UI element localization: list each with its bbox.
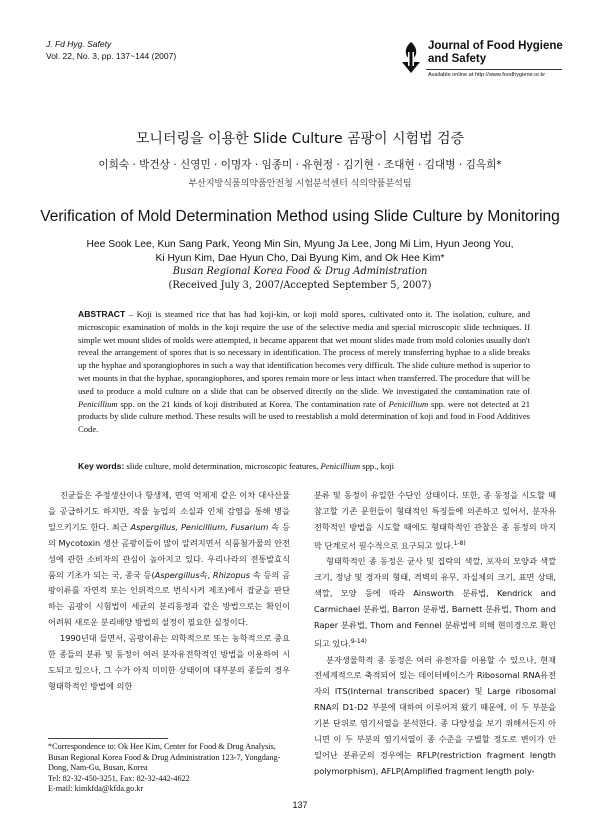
genus-names: Aspergillus, Penicillium, Fusarium (130, 521, 269, 532)
keywords (78, 461, 530, 471)
genus-name: Rhizopus (212, 569, 251, 580)
english-authors-line1: Hee Sook Lee, Kun Sang Park, Yeong Min Sin, Myung Ja Lee, Jong Mi Lim, Hyun Jeong You, (86, 239, 514, 250)
logo-line1: Journal of Food Hygiene (428, 40, 563, 52)
body-text: 속 등의 곰팡이류를 자연적 또는 인위적으로 번식시켜 제조)에서 잡균을 판단하는 곰팡이 시험법이 세균의 분리동정과 같은 방법으로는 확인이 어려워 새로운 분리배양 방법의 설정이 필요한 실정이다. (48, 569, 291, 628)
reference-marker[interactable]: 9-14) (350, 637, 367, 645)
body-paragraph: 1990년대 들면서, 곰팡이류는 의학적으로 또는 농학적으로 중요한 종들의 분류 및 동정이 여러 분자유전학적인 방법을 이용하여 시도되고 있으나, 그 수가 아직 미미한 상태이며 대부분의 종들의 경우 형태학적인 방법에 의한 (48, 633, 290, 691)
body-text: 형태학적인 종 동정은 균사 및 집락의 색깔, 포자의 모양과 색깔 크기, 정낭 및 경자의 형태, 격벽의 유무, 자실체의 크기, 표면 상태, 색깔, 모양 등에 따라 Ainsworth 분류법, Kendrick and Carmichael 분류법, Barron 분류법, Barnett 분류법, Thom and Raper 분류법, Thom and Fennel 분류법에 의해 현미경으로 확인되고 있다. (314, 556, 556, 649)
body-column-right (314, 488, 556, 780)
reference-marker[interactable]: 1-8) (453, 539, 466, 547)
page-number: 137 (292, 800, 308, 810)
keywords-text: slide culture, mold determination, microscopic features, (124, 461, 321, 471)
body-paragraph (314, 554, 556, 652)
online-link[interactable]: Available online at http://www.foodhygiene.or.kr (428, 72, 546, 78)
body-text: 속, (199, 569, 213, 580)
korean-affiliation: 부산지방식품의약품안전청 시험분석센터 식의약품분석팀 (188, 179, 412, 189)
body-paragraph: 분자생물학적 종 동정은 여러 유전자를 이용할 수 있으나, 현재 전세계적으로 축적되어 있는 데이터베이스가 Ribosomal RNA유전자의 ITS(Internal transcribed spacer) 및 Large ribosomal RNA의 D1-D2 부분에 대하여 이루어져 왔기 때문에, 이 두 부분을 기본 단위로 염기서열을 분석한다. 종 다양성을 보기 위해서든지 아니면 이 두 부분의 염기서열이 종 수준을 구별할 정도로 변이가 안 일어난 분류군의 경우에는 RFLP(restriction fragment length polymorphism), AFLP(Amplified fragment length poly- (314, 654, 556, 776)
english-authors (0, 238, 600, 266)
korean-authors: 이희숙 · 박건상 · 신영민 · 이명자 · 임종미 · 유현정 · 김기현 · 조대현 · 김대병 · 김옥희* (98, 159, 502, 171)
footnote-email[interactable]: E-mail: kimkfda@kfda.go.kr (48, 784, 144, 794)
footnote-address: *Correspondence to: Ok Hee Kim, Center for Food & Drug Analysis, Busan Regional Korea Food & Drug Administration 123-7, Yongdang-Dong, Nam-Gu, Busan, Korea (48, 742, 281, 773)
body-paragraph (314, 488, 556, 554)
keywords-genus: Penicillium (320, 461, 361, 471)
abstract-text-2: spp. on the 21 kinds of koji distributed at Korea. The contamination rate of (117, 398, 389, 409)
footnote-divider (48, 738, 168, 739)
body-text: 속 등의 Mycotoxin 생산 곰팡이들이 많이 알려지면서 식품첨가물의 안전성에 관한 소비자의 관심이 높아지고 있다. 우리나라의 전통발효식품의 기초가 되는 국, 종국 등( (48, 521, 291, 580)
journal-abbrev: J. Fd Hyg. Safety (46, 39, 112, 49)
abstract-genus-1: Penicillium (78, 398, 118, 409)
volume-line: Vol. 22, No. 3, pp. 137~144 (2007) (46, 51, 177, 61)
genus-name: Aspergillus (154, 569, 200, 580)
english-authors-line2: Ki Hyun Kim, Dae Hyun Cho, Dai Byung Kim, and Ok Hee Kim* (155, 253, 445, 264)
received-dates: (Received July 3, 2007/Accepted September 5, 2007) (168, 280, 432, 291)
abstract-text-3: spp. were not detected at 21 products by slide culture method. These results will be used to reestablish a mold determination of koji and food in Food Additives Code. (78, 398, 530, 435)
body-paragraph (48, 488, 290, 631)
logo-title (428, 40, 563, 66)
footnote-phone: Tel: 82-32-450-3251, Fax: 82-32-442-4622 (48, 773, 190, 783)
english-title: Verification of Mold Determination Method using Slide Culture by Monitoring (40, 208, 560, 225)
journal-info (46, 38, 176, 62)
english-affiliation: Busan Regional Korea Food & Drug Administration (172, 266, 428, 277)
abstract-genus-2: Penicillium (388, 398, 429, 409)
correspondence-footnote (48, 742, 298, 795)
korean-title: 모니터링을 이용한 Slide Culture 곰팡이 시험법 검증 (135, 131, 465, 147)
keywords-label: Key words: (78, 461, 125, 471)
journal-logo-icon (398, 40, 424, 74)
abstract-label: ABSTRACT (78, 309, 126, 319)
abstract-text-1: – Koji is steamed rice that has had koji-kin, or koji mold spores, cultivated onto it. The isolation, culture, and microscopic examination of molds in the koji require the use of the selective media and special microscopic slide techniques. If simple wet mount slides of molds were attempted, it became apparent that wet mount slides made from mold colonies usually don't reveal the arrangement of spores that is so necessary in identification. The process of merely transferring hyphae to a slide breaks up the hyphae and sporangiophores in such a way that identification becomes very difficult. The slide culture method is superior to wet mounts in that the hyphae, sporangiophores, and spores remain more or less intact when transferred. The procedure that will be used to produce a mold culture on a slide that can be observed directly on the slide. We investigated the contamination rate of (78, 309, 530, 396)
keywords-tail: spp., koji (360, 461, 395, 471)
logo-line2: and Safety (428, 53, 487, 65)
logo-divider (426, 69, 562, 70)
body-column-left (48, 488, 290, 695)
body-text: 분류 및 동정이 유일한 수단인 상태이다. 또한, 종 동정을 시도할 때 참고할 기존 문헌들이 형태적인 특징들에 의존하고 있어서, 분자유전학적인 방법을 시도할 때에도 형태학적인 관찰은 종 동정의 마지막 단계로서 필수적으로 요구되고 있다. (314, 490, 556, 551)
body-text: 진균들은 주정생산이나 항생제, 면역 억제제 같은 이차 대사산물을 공급하기도 하지만, 작물 농업의 소실과 인체 감염을 통해 병을 일으키기도 한다. 최근 (48, 490, 290, 532)
abstract (78, 308, 530, 436)
journal-logo (398, 38, 563, 92)
